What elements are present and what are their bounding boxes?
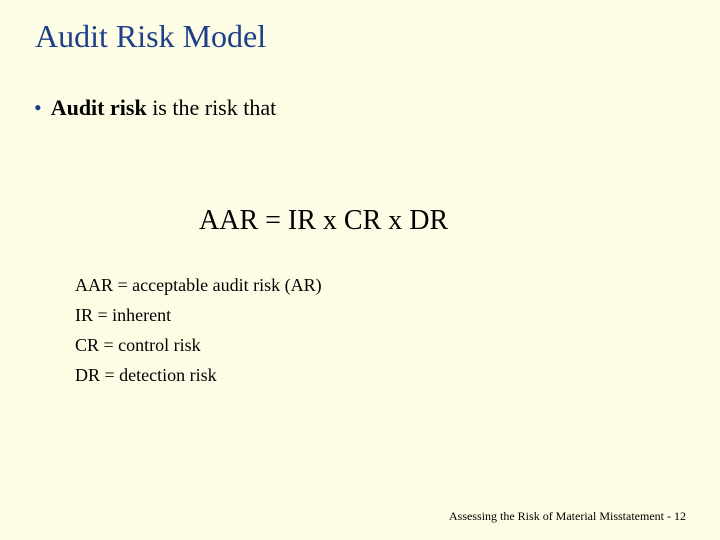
bullet-item [34,95,276,121]
bullet-text: is the risk that [146,95,277,120]
bullet-term: Audit risk [50,95,147,120]
slide-footer: Assessing the Risk of Material Misstatement - 12 [449,509,686,523]
definition-aar: AAR = acceptable audit risk (AR) [75,275,322,295]
bullet-dot-icon: • [34,95,42,120]
definitions-list [75,273,322,393]
definition-cr: CR = control risk [75,335,201,355]
definition-dr: DR = detection risk [75,365,217,385]
definition-ir: IR = inherent [75,305,172,325]
slide-title: Audit Risk Model [35,18,267,54]
risk-formula: AAR = IR x CR x DR [199,205,449,236]
